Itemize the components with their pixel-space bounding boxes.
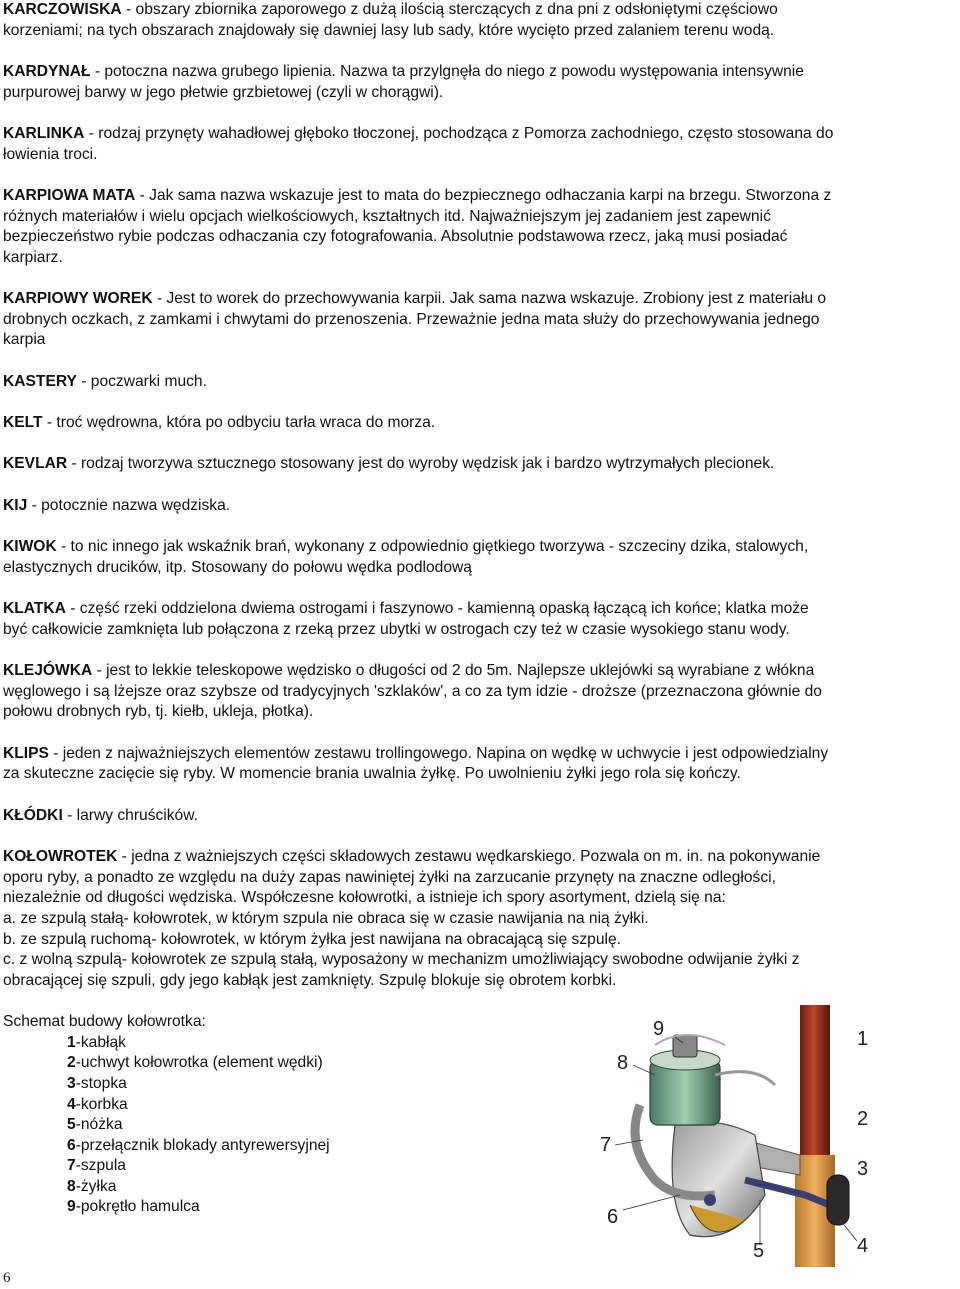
entry-text: - jest to lekkie teleskopowe wędzisko o długości od 2 do 5m. Najlepsze uklejówki są wyrabiane z włókna — [92, 662, 815, 680]
glossary-entries — [3, 0, 958, 991]
entry-text: karpia — [3, 331, 46, 349]
entry-term: KARPIOWY WOREK — [3, 290, 153, 308]
entry-line — [3, 930, 958, 951]
glossary-entry — [3, 124, 958, 165]
entry-line — [3, 496, 958, 517]
glossary-entry — [3, 744, 958, 785]
entry-text: połowu drobnych ryb, tj. kiełb, ukleja, płotka). — [3, 703, 314, 721]
entry-term: KIJ — [3, 496, 28, 514]
figure-label-9: 9 — [653, 1018, 665, 1040]
entry-text: niezależnie od długości wędziska. Współczesne kołowrotki, a istnieje ich spory asortyment, dzielą się na: — [3, 889, 726, 907]
entry-line — [3, 558, 958, 579]
entry-text: oporu ryby, a ponadto ze względu na duży zapas nawiniętej żyłki na zarzucanie przynęty na znaczne odległości, — [3, 868, 776, 886]
entry-text: - część rzeki oddzielona dwiema ostrogami i faszynowo - kamienną opaską łączącą ich końce; klatka może — [65, 600, 809, 618]
entry-line — [3, 454, 958, 475]
entry-line — [3, 909, 958, 930]
rod-blank — [800, 1005, 830, 1155]
entry-term: KOŁOWROTEK — [3, 848, 118, 866]
entry-line — [3, 661, 958, 682]
glossary-entry — [3, 537, 958, 578]
entry-text: - larwy chruścików. — [62, 806, 198, 824]
entry-term: KLIPS — [3, 744, 49, 762]
entry-term: KIWOK — [3, 538, 57, 556]
crank-knob — [827, 1175, 849, 1225]
glossary-entry — [3, 289, 958, 351]
schema-item-label: -stopka — [75, 1074, 127, 1092]
entry-line — [3, 702, 958, 723]
entry-line — [3, 21, 958, 42]
entry-text: różnych materiałów i wielu opcjach wielkościowych, kształtnych itd. Najważniejszym jej zadaniem jest zapewnić — [3, 207, 771, 225]
schema-item-label: -kabłąk — [75, 1033, 126, 1051]
entry-text: purpurowej barwy w jego płetwie grzbietowej (czyli w chorągwi). — [3, 83, 444, 101]
schema-item-label: -pokrętło hamulca — [75, 1198, 200, 1216]
entry-line — [3, 83, 958, 104]
figure-label-3: 3 — [857, 1158, 869, 1180]
reel-diagram-image — [595, 1005, 877, 1267]
schema-item-number: 7 — [67, 1157, 76, 1175]
entry-line — [3, 868, 958, 889]
entry-term: KLATKA — [3, 600, 66, 618]
entry-line — [3, 124, 958, 145]
glossary-entry — [3, 454, 958, 475]
entry-text: - rodzaj tworzywa sztucznego stosowany jest do wyroby wędzisk jak i bardzo wytrzymałych plecionek. — [67, 455, 775, 473]
schema-item-number: 3 — [67, 1074, 76, 1092]
schema-item-number: 8 — [67, 1177, 76, 1195]
schema-item-number: 9 — [67, 1198, 76, 1216]
glossary-entry — [3, 806, 958, 827]
entry-text: karpiarz. — [3, 248, 63, 266]
entry-text: - to nic innego jak wskaźnik brań, wykonany z odpowiednio giętkiego tworzywa - szczeciny dzika, stalowych, — [56, 538, 809, 556]
entry-term: KELT — [3, 414, 43, 432]
figure-label-2: 2 — [857, 1108, 869, 1130]
entry-text: c. z wolną szpulą- kołowrotek ze szpulą stałą, wyposażony w mechanizm umożliwiający swobodne odwijanie żyłki z — [3, 951, 800, 969]
entry-line — [3, 330, 958, 351]
entry-line — [3, 806, 958, 827]
entry-line — [3, 413, 958, 434]
glossary-entry — [3, 413, 958, 434]
entry-text: elastycznych drucików, itp. Stosowany do połowu wędka podlodową — [3, 558, 472, 576]
entry-line — [3, 289, 958, 310]
schema-item-number: 2 — [67, 1054, 76, 1072]
schema-item-label: -żyłka — [75, 1177, 117, 1195]
entry-line — [3, 950, 958, 971]
entry-line — [3, 682, 958, 703]
entry-text: - jeden z najważniejszych elementów zestawu trollingowego. Napina on wędkę w uchwycie i jest odpowiedzialny — [48, 744, 829, 762]
glossary-entry — [3, 186, 958, 268]
glossary-entry — [3, 599, 958, 640]
entry-text: być całkowicie zamknięta lub połączona z rzeką przez ubytki w ostrogach czy też w czasie wysokiego stanu wody. — [3, 620, 790, 638]
entry-line — [3, 537, 958, 558]
entry-text: - potoczna nazwa grubego lipienia. Nazwa ta przylgnęła do niego z powodu występowania intensywnie — [90, 62, 804, 80]
entry-text: - poczwarki much. — [76, 372, 207, 390]
entry-line — [3, 62, 958, 83]
entry-line — [3, 847, 958, 868]
entry-text: obracającej się szpuli, gdy jego kabłąk jest zamknięty. Szpulę blokuje się obrotem korbki. — [3, 971, 617, 989]
entry-text: drobnych oczkach, z zamkami i chwytami do przenoszenia. Przeważnie jedna mata służy do przechowywania jednego — [3, 310, 820, 328]
figure-label-6: 6 — [607, 1206, 619, 1228]
schema-item-number: 4 — [67, 1095, 76, 1113]
entry-text: węglowego i są lżejsze oraz szybsze od tradycyjnych 'szklaków', a co za tym idzie - droższe (przeznaczona głównie do — [3, 682, 822, 700]
entry-text: - jedna z ważniejszych części składowych zestawu wędkarskiego. Pozwala on m. in. na pokonywanie — [117, 848, 821, 866]
entry-line — [3, 227, 958, 248]
page-number: 6 — [3, 1270, 11, 1286]
entry-line — [3, 145, 958, 166]
glossary-entry — [3, 847, 958, 991]
entry-term: KARLINKA — [3, 124, 85, 142]
schema-item-label: -uchwyt kołowrotka (element wędki) — [75, 1054, 323, 1072]
entry-text: łowienia troci. — [3, 145, 98, 163]
figure-label-1: 1 — [857, 1028, 869, 1050]
glossary-entry — [3, 372, 958, 393]
entry-term: KLEJÓWKA — [3, 662, 93, 680]
figure-label-4: 4 — [857, 1235, 869, 1257]
entry-text: a. ze szpulą stałą- kołowrotek, w którym szpula nie obraca się w czasie nawijania na nią żyłki. — [3, 909, 649, 927]
figure-label-7: 7 — [600, 1134, 612, 1156]
reel-diagram — [595, 1005, 877, 1267]
schema-item-number: 6 — [67, 1136, 76, 1154]
entry-line — [3, 248, 958, 269]
entry-line — [3, 744, 958, 765]
entry-term: KARCZOWISKA — [3, 1, 122, 18]
entry-line — [3, 599, 958, 620]
figure-label-8: 8 — [617, 1052, 629, 1074]
glossary-entry — [3, 661, 958, 723]
schema-item-label: -przełącznik blokady antyrewersyjnej — [75, 1136, 330, 1154]
entry-line — [3, 764, 958, 785]
schema-item-label: -korbka — [75, 1095, 128, 1113]
entry-line — [3, 0, 958, 21]
entry-line — [3, 372, 958, 393]
schema-item-number: 5 — [67, 1116, 76, 1134]
entry-line — [3, 186, 958, 207]
entry-line — [3, 888, 958, 909]
entry-line — [3, 310, 958, 331]
entry-text: - Jak sama nazwa wskazuje jest to mata do bezpiecznego odhaczania karpi na brzegu. Stworzona z — [135, 186, 832, 204]
schema-item-label: -szpula — [75, 1157, 126, 1175]
entry-line — [3, 207, 958, 228]
entry-term: KASTERY — [3, 372, 77, 390]
entry-term: KARDYNAŁ — [3, 62, 91, 80]
entry-text: - obszary zbiornika zaporowego z dużą ilością sterczących z dna pni z odsłoniętymi częściowo — [121, 1, 778, 18]
glossary-entry — [3, 496, 958, 517]
schema-item-number: 1 — [67, 1033, 76, 1051]
entry-line — [3, 971, 958, 992]
entry-line — [3, 620, 958, 641]
entry-text: - troć wędrowna, która po odbyciu tarła wraca do morza. — [42, 414, 436, 432]
schema-title: Schemat budowy kołowrotka: — [3, 1013, 206, 1031]
entry-text: korzeniami; na tych obszarach znajdowały się dawniej lasy lub sady, które wycięto przed zalaniem terenu wodą. — [3, 21, 775, 39]
entry-text: - rodzaj przynęty wahadłowej głęboko tłoczonej, pochodząca z Pomorza zachodniego, często stosowana do — [84, 124, 834, 142]
entry-text: za skuteczne zacięcie się ryby. W momencie brania uwalnia żyłkę. Po uwolnieniu żyłki jego rola się kończy. — [3, 765, 741, 783]
entry-text: - Jest to worek do przechowywania karpii. Jak sama nazwa wskazuje. Zrobiony jest z materiału o — [152, 290, 827, 308]
entry-text: b. ze szpulą ruchomą- kołowrotek, w którym żyłka jest nawijana na obracającą się szpulę. — [3, 930, 621, 948]
figure-label-5: 5 — [753, 1240, 765, 1262]
glossary-entry — [3, 62, 958, 103]
entry-text: - potocznie nazwa wędziska. — [27, 496, 231, 514]
reel-bail — [715, 1072, 775, 1085]
entry-term: KARPIOWA MATA — [3, 186, 136, 204]
entry-term: KŁÓDKI — [3, 806, 63, 824]
glossary-entry — [3, 0, 958, 41]
schema-item-label: -nóżka — [75, 1116, 123, 1134]
entry-term: KEVLAR — [3, 455, 68, 473]
entry-text: bezpieczeństwo rybie podczas odhaczania czy fotografowania. Absolutnie podstawowa rzecz, jaką musi posiadać — [3, 228, 788, 246]
